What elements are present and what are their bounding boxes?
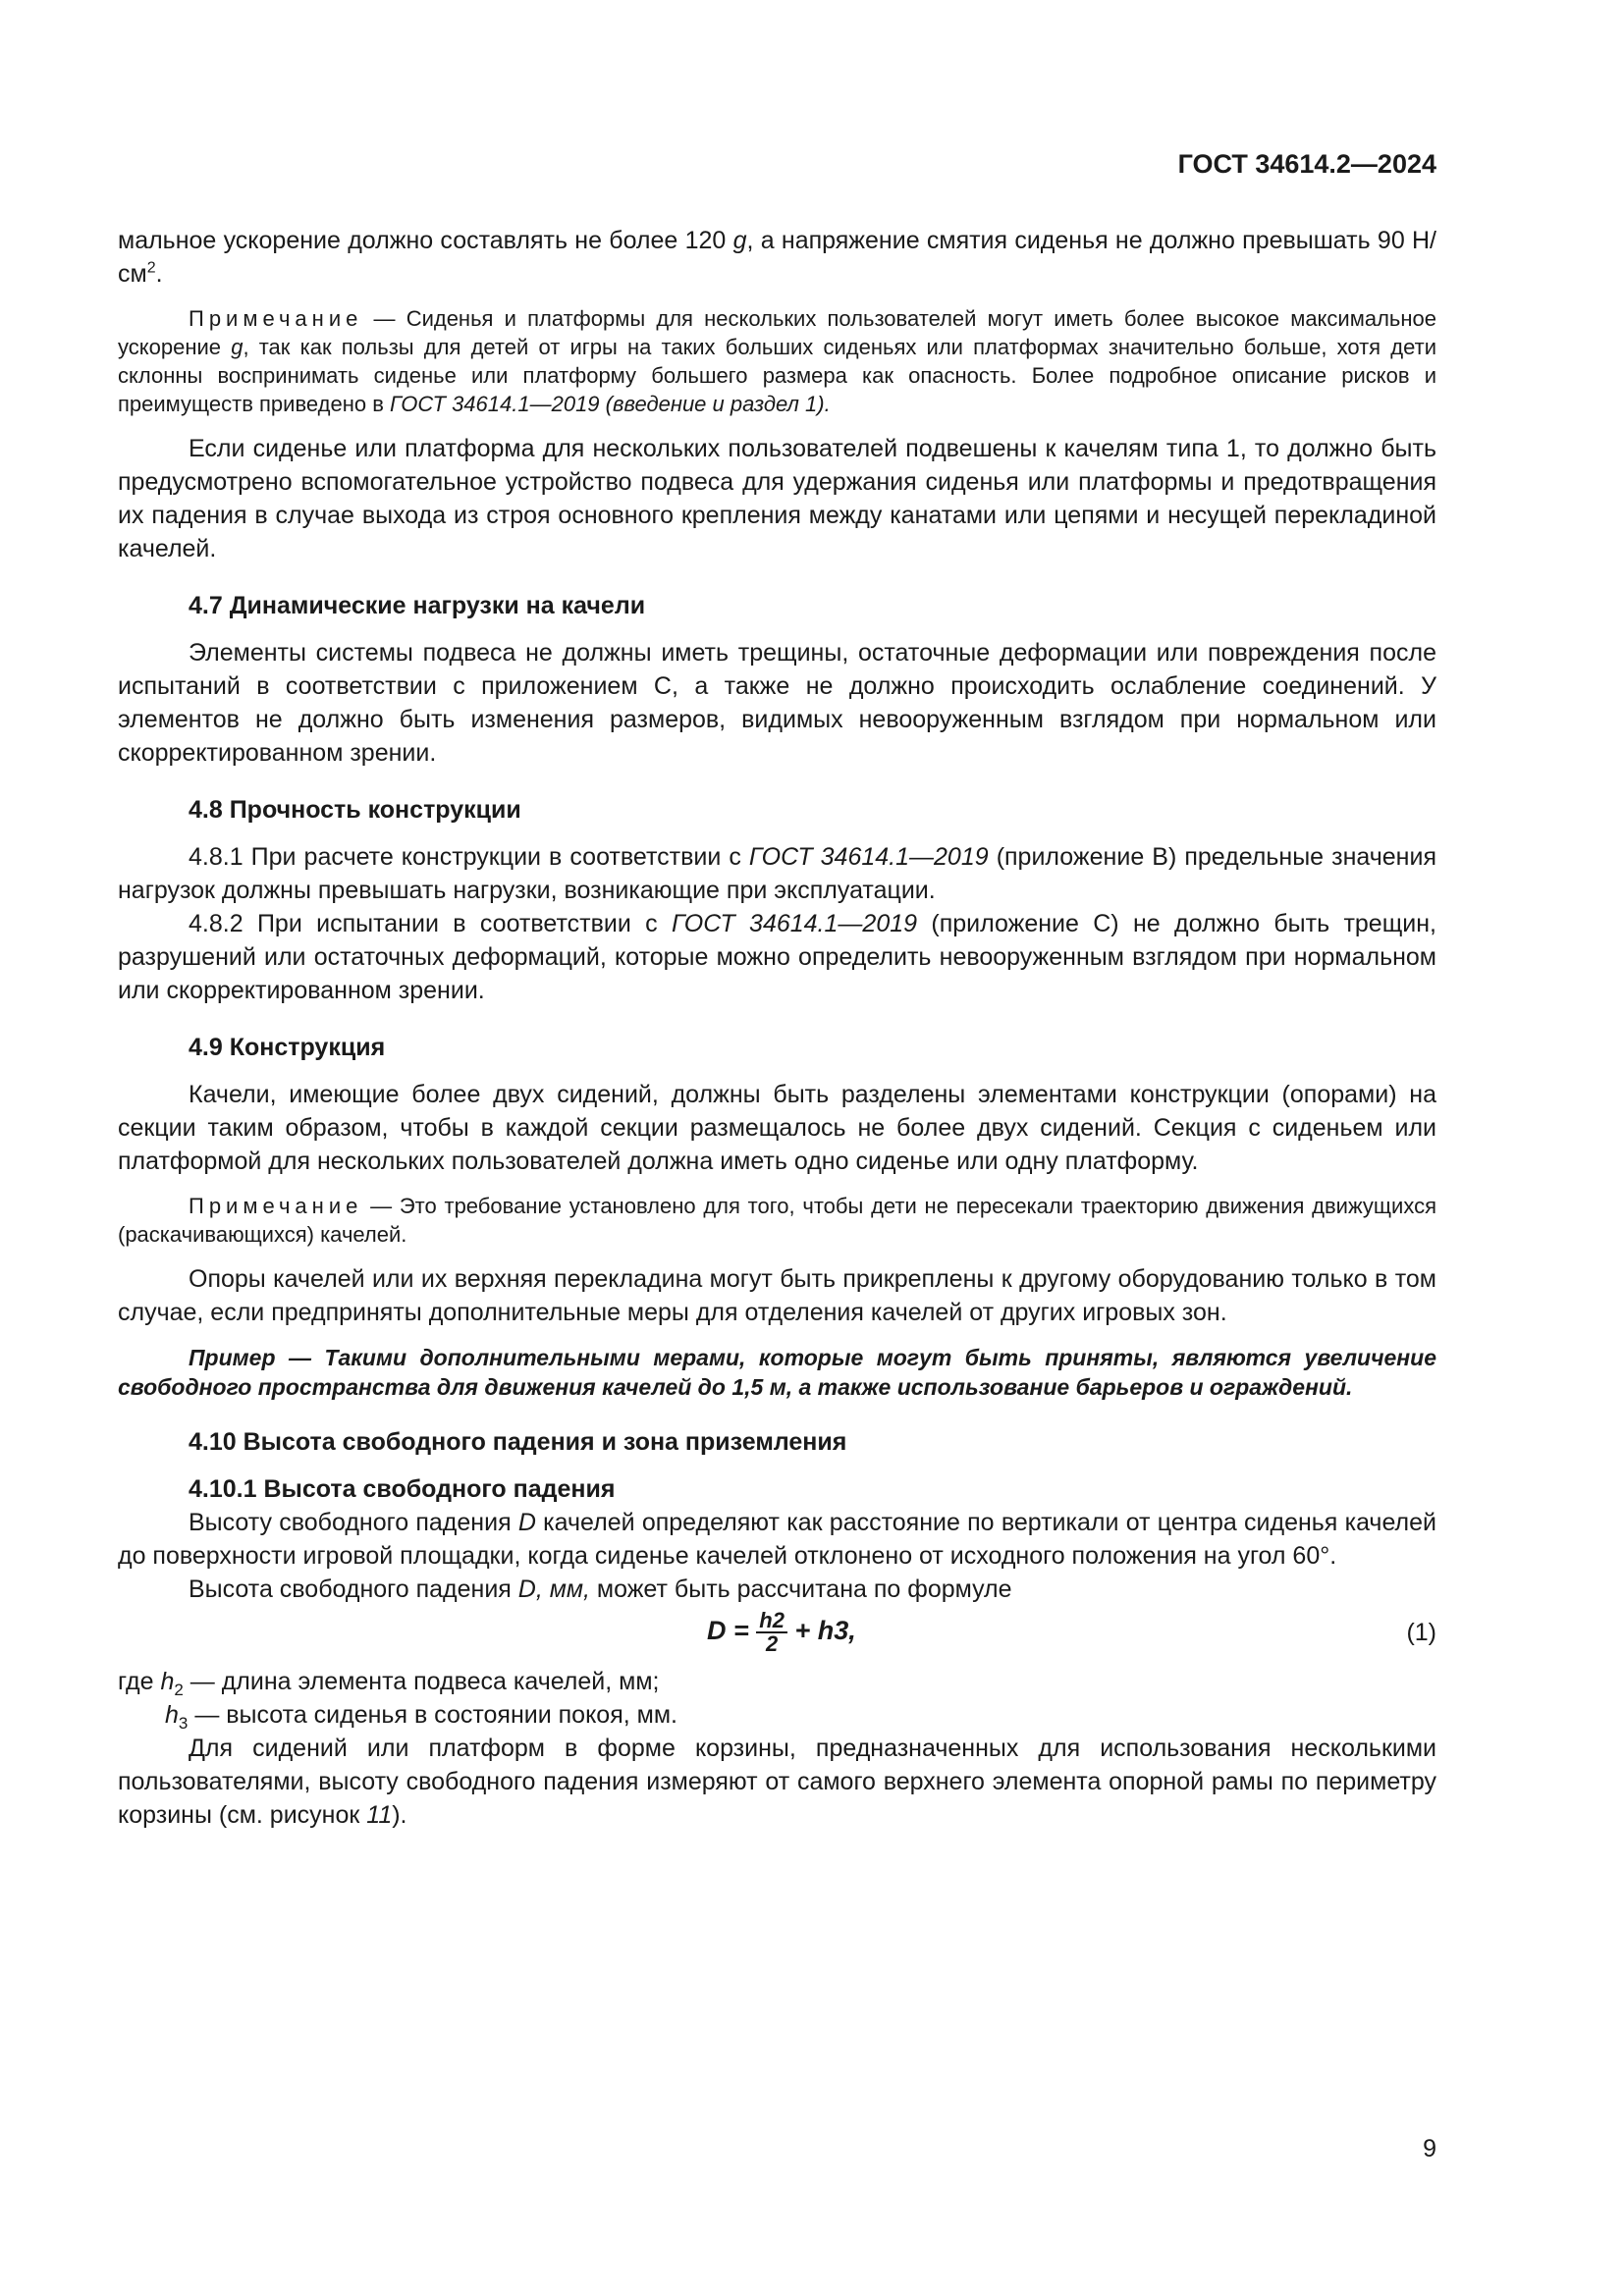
- reference: ГОСТ 34614.1—2019: [671, 910, 918, 937]
- note-label: Примечание: [189, 1194, 363, 1218]
- paragraph-4-9-supports: Опоры качелей или их верхняя перекладина могут быть прикреплены к другому оборудованию только в том случае, если предприняты дополнительные меры для отделения качелей от других игровых зон.: [118, 1265, 1436, 1326]
- formula-number: (1): [1406, 1619, 1436, 1646]
- where-h3: $h_3$ — высота сиденья в состоянии покоя, мм.: [165, 1701, 677, 1733]
- paragraph-formula-intro: Высота свободного падения D, мм, может быть рассчитана по формуле: [189, 1575, 1012, 1603]
- note-label: Примечание: [189, 306, 363, 331]
- paragraph-basket: Для сидений или платформ в форме корзины, предназначенных для использования несколькими пользователями, высоту свободного падения измеряют от самого верхнего элемента опорной рамы по периметру корзины (см. рисунок 11).: [118, 1735, 1436, 1829]
- reference: ГОСТ 34614.1—2019: [748, 843, 989, 871]
- heading-4-10: 4.10 Высота свободного падения и зона приземления: [189, 1428, 847, 1456]
- paragraph-4-10-1: Высоту свободного падения D качелей определяют как расстояние по вертикали от центра сиденья качелей до поверхности игровой площадки, когда сиденье качелей отклонено от исходного положения на угол 60°.: [118, 1509, 1436, 1570]
- paragraph-4-8-2: 4.8.2 При испытании в соответствии с ГОСТ 34614.1—2019 (приложение С) не должно быть трещин, разрушений или остаточных деформаций, которые можно определить невооруженным взглядом при нормальном или скорректированном зрении.: [118, 910, 1436, 1004]
- formula-fraction: $\frac{h2}{2}$: [756, 1610, 787, 1655]
- page-number: 9: [1423, 2135, 1436, 2163]
- paragraph-4-7: Элементы системы подвеса не должны иметь трещины, остаточные деформации или повреждения после испытаний в соответствии с приложением С, а также не должно происходить ослабление соединений. У элементов не должно быть изменения размеров, видимых невооруженным взглядом при нормальном или скорректированном зрении.: [118, 639, 1436, 767]
- heading-4-8: 4.8 Прочность конструкции: [189, 796, 521, 824]
- paragraph-suspension: Если сиденье или платформа для нескольких пользователей подвешены к качелям типа 1, то должно быть предусмотрено вспомогательное устройство подвеса для удержания сиденья или платформы и предотвращения их падения в случае выхода из строя основного крепления между канатами или цепями и несущей перекладиной качелей.: [118, 435, 1436, 562]
- heading-4-10-1: 4.10.1 Высота свободного падения: [189, 1475, 616, 1503]
- note-2: Примечание — Это требование установлено для того, чтобы дети не пересекали траекторию движения движущихся (раскачивающихся) качелей.: [118, 1194, 1436, 1247]
- paragraph-4-8-1: 4.8.1 При расчете конструкции в соответствии с ГОСТ 34614.1—2019 (приложение В) предельные значения нагрузок должны превышать нагрузки, возникающие при эксплуатации.: [118, 843, 1436, 904]
- heading-4-9: 4.9 Конструкция: [189, 1034, 386, 1061]
- formula-row: [118, 1606, 1436, 1665]
- heading-4-7: 4.7 Динамические нагрузки на качели: [189, 592, 646, 619]
- paragraph-continuation: мальное ускорение должно составлять не более 120 g, а напряжение смятия сиденья не должно превышать 90 $Н/см^2$.: [118, 227, 1436, 288]
- note-1: Примечание — Сиденья и платформы для нескольких пользователей могут иметь более высокое максимальное ускорение g, так как пользы для детей от игры на таких больших сиденьях или платформах значительно больше, хотя дети склонны воспринимать сиденье или платформу большего размера как опасность. Более подробное описание рисков и преимуществ приведено в ГОСТ 34614.1—2019 (введение и раздел 1).: [118, 306, 1436, 416]
- paragraph-4-9: Качели, имеющие более двух сидений, должны быть разделены элементами конструкции (опорами) на секции таким образом, чтобы в каждой секции размещалось не более двух сидений. Секция с сиденьем или платформой для нескольких пользователей должна иметь одно сиденье или одну платформу.: [118, 1081, 1436, 1175]
- reference: ГОСТ 34614.1—2019 (введение и раздел 1).: [390, 392, 831, 416]
- example: Пример — Такими дополнительными мерами, которые могут быть приняты, являются увеличение свободного пространства для движения качелей до 1,5 м, а также использование барьеров и ограждений.: [118, 1345, 1436, 1400]
- formula: D = $\frac{h2}{2}$ + h3,: [707, 1608, 856, 1656]
- document-body: [118, 224, 1436, 1832]
- where-h2: где $h_2$ — длина элемента подвеса качелей, мм;: [118, 1668, 660, 1699]
- document-header: ГОСТ 34614.2—2024: [1177, 149, 1436, 179]
